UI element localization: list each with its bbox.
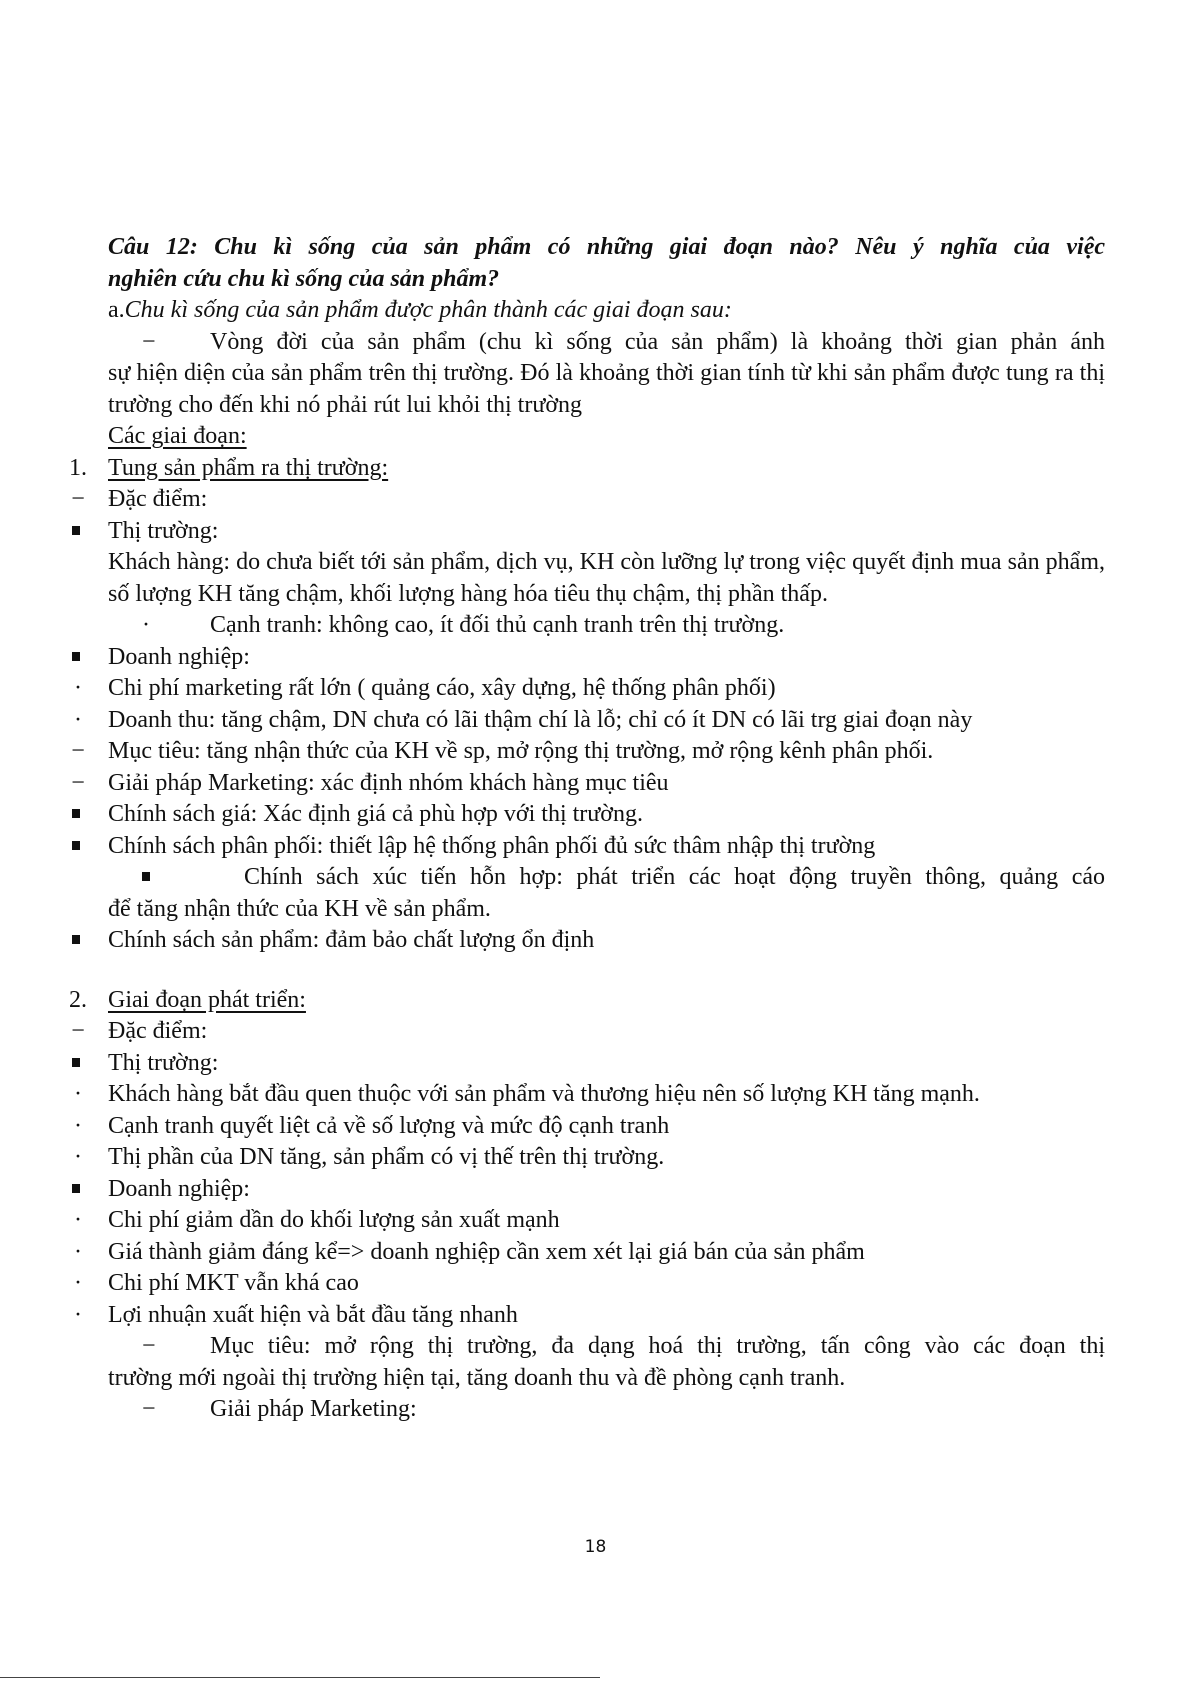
list-item (108, 799, 1105, 831)
page-content (69, 232, 1105, 1426)
square-bullet-icon (72, 1058, 80, 1067)
square-bullet-icon (72, 1184, 80, 1193)
stage2-market: Thị trường: (108, 1049, 219, 1076)
list-item (108, 516, 1105, 548)
stage1-distribution: Chính sách phân phối: thiết lập hệ thống phân phối đủ sức thâm nhập thị trường (108, 832, 876, 859)
square-bullet-icon (72, 935, 80, 944)
list-item (74, 1205, 1105, 1237)
dash-marker: − (71, 486, 85, 512)
dot-marker: · (74, 675, 82, 701)
stage2-title: Giai đoạn phát triển: (108, 986, 306, 1013)
dot-marker: · (74, 706, 82, 733)
dot-marker: · (74, 1207, 82, 1233)
list-item (74, 1079, 1105, 1111)
stage1-promotion-row (108, 862, 1105, 894)
stage2-competition: Cạnh tranh quyết liệt cả về số lượng và mức độ cạnh tranh (108, 1112, 670, 1139)
definition-rest: sự hiện diện của sản phẩm trên thị trường. Đó là khoảng thời gian tính từ khi sản phẩm được tung ra thị trường cho đến khi nó phải rút lui khỏi thị trường (108, 360, 1105, 418)
dash-marker: − (142, 1333, 156, 1359)
stage1-price: Chính sách giá: Xác định giá cả phù hợp với thị trường. (108, 801, 643, 827)
stage1-title: Tung sản phẩm ra thị trường: (108, 454, 389, 481)
dot-marker: · (74, 1144, 82, 1170)
number-marker: 1. (69, 454, 87, 481)
list-item (108, 642, 1105, 674)
square-bullet-icon (72, 652, 80, 661)
stage1-customers: Khách hàng: do chưa biết tới sản phẩm, dịch vụ, KH còn lưỡng lự trong việc quyết định mua sản phẩm, số lượng KH tăng chậm, khối lượng hàng hóa tiêu thụ chậm, thị phần thấp. (108, 549, 1105, 607)
list-item (71, 736, 1105, 768)
dash-marker: − (142, 1396, 156, 1422)
stage1-promotion-cont: để tăng nhận thức của KH về sản phẩm. (108, 895, 491, 922)
dot-marker: · (74, 1238, 82, 1265)
list-item (74, 1268, 1105, 1300)
stage2-goal-row (108, 1331, 1105, 1363)
list-item (74, 1142, 1105, 1174)
dot-marker: · (74, 1301, 82, 1328)
list-item (108, 925, 1105, 957)
list-item (74, 1237, 1105, 1269)
page-number: 18 (584, 1537, 607, 1557)
square-bullet-icon (72, 841, 80, 850)
list-item (108, 1174, 1105, 1206)
definition-text: Vòng đời của sản phẩm (chu kì sống của sản phẩm) là khoảng thời gian phản ánh (210, 328, 1105, 355)
stage2-title-row (69, 985, 1105, 1017)
stage1-product: Chính sách sản phẩm: đảm bảo chất lượng ổn định (108, 927, 595, 953)
part-a-heading (108, 295, 1105, 327)
section-spacer (108, 957, 1105, 985)
stage2-profit: Lợi nhuận xuất hiện và bắt đầu tăng nhanh (108, 1301, 518, 1328)
stage2-customers: Khách hàng bắt đầu quen thuộc với sản phẩm và thương hiệu nên số lượng KH tăng mạnh. (108, 1081, 980, 1107)
square-bullet-icon (142, 872, 150, 881)
stage2-goal-cont: trường mới ngoài thị trường hiện tại, tăng doanh thu và đề phòng cạnh tranh. (108, 1364, 846, 1391)
stage2-share: Thị phần của DN tăng, sản phẩm có vị thế trên thị trường. (108, 1144, 665, 1170)
dot-marker: · (74, 1081, 82, 1107)
list-item (108, 831, 1105, 863)
stage2-features: Đặc điểm: (108, 1018, 208, 1044)
stage2-mkt: Chi phí MKT vẫn khá cao (108, 1270, 359, 1296)
part-a-title: Chu kì sống của sản phẩm được phân thành các giai đoạn sau: (124, 297, 732, 323)
question-title-cont: nghiên cứu chu kì sống của sản phẩm? (108, 265, 500, 292)
stage1-title-row (69, 453, 1105, 485)
stage1-promotion: Chính sách xúc tiến hỗn hợp: phát triển các hoạt động truyền thông, quảng cáo (244, 864, 1105, 890)
number-marker: 2. (69, 986, 87, 1013)
square-bullet-icon (72, 526, 80, 535)
stages-heading: Các giai đoạn: (108, 423, 247, 449)
part-a-prefix: a. (108, 297, 125, 323)
stage1-competition: Cạnh tranh: không cao, ít đối thủ cạnh tranh trên thị trường. (210, 612, 785, 638)
stage2-cost: Chi phí giảm dần do khối lượng sản xuất mạnh (108, 1207, 560, 1233)
list-item (71, 768, 1105, 800)
dash-marker: − (71, 1018, 85, 1044)
list-item (74, 673, 1105, 705)
stages-heading-row (108, 421, 1105, 453)
list-item (74, 1111, 1105, 1143)
dot-marker: · (142, 612, 150, 638)
stage1-cost: Chi phí marketing rất lớn ( quảng cáo, xây dựng, hệ thống phân phối) (108, 675, 776, 701)
stage2-goal: Mục tiêu: mở rộng thị trường, đa dạng hoá thị trường, tấn công vào các đoạn thị (210, 1333, 1105, 1359)
dash-marker: − (142, 328, 156, 355)
stage1-enterprise: Doanh nghiệp: (108, 643, 250, 670)
stage2-enterprise: Doanh nghiệp: (108, 1175, 250, 1202)
stage1-solution: Giải pháp Marketing: xác định nhóm khách hàng mục tiêu (108, 769, 669, 796)
list-item (74, 705, 1105, 737)
bottom-divider (0, 1677, 600, 1678)
dash-marker: − (71, 769, 85, 796)
stage1-features: Đặc điểm: (108, 486, 208, 512)
stage1-market: Thị trường: (108, 517, 219, 544)
dash-marker: − (71, 738, 85, 764)
square-bullet-icon (72, 809, 80, 818)
dot-marker: · (74, 1112, 82, 1139)
stage1-competition-row (108, 610, 1105, 642)
stage2-solution: Giải pháp Marketing: (210, 1396, 417, 1422)
list-item (71, 484, 1105, 516)
stage1-revenue: Doanh thu: tăng chậm, DN chưa có lãi thậm chí là lỗ; chỉ có ít DN có lãi trg giai đoạn này (108, 706, 973, 733)
definition-first-line (108, 327, 1105, 359)
list-item (71, 1016, 1105, 1048)
question-title: Câu 12: Chu kì sống của sản phẩm có những giai đoạn nào? Nêu ý nghĩa của việc (108, 234, 1105, 260)
list-item (74, 1300, 1105, 1332)
dot-marker: · (74, 1270, 82, 1296)
stage1-goal: Mục tiêu: tăng nhận thức của KH về sp, mở rộng thị trường, mở rộng kênh phân phối. (108, 738, 934, 764)
stage2-price: Giá thành giảm đáng kể=> doanh nghiệp cần xem xét lại giá bán của sản phẩm (108, 1238, 865, 1265)
list-item (108, 1048, 1105, 1080)
stage2-solution-row (108, 1394, 1105, 1426)
